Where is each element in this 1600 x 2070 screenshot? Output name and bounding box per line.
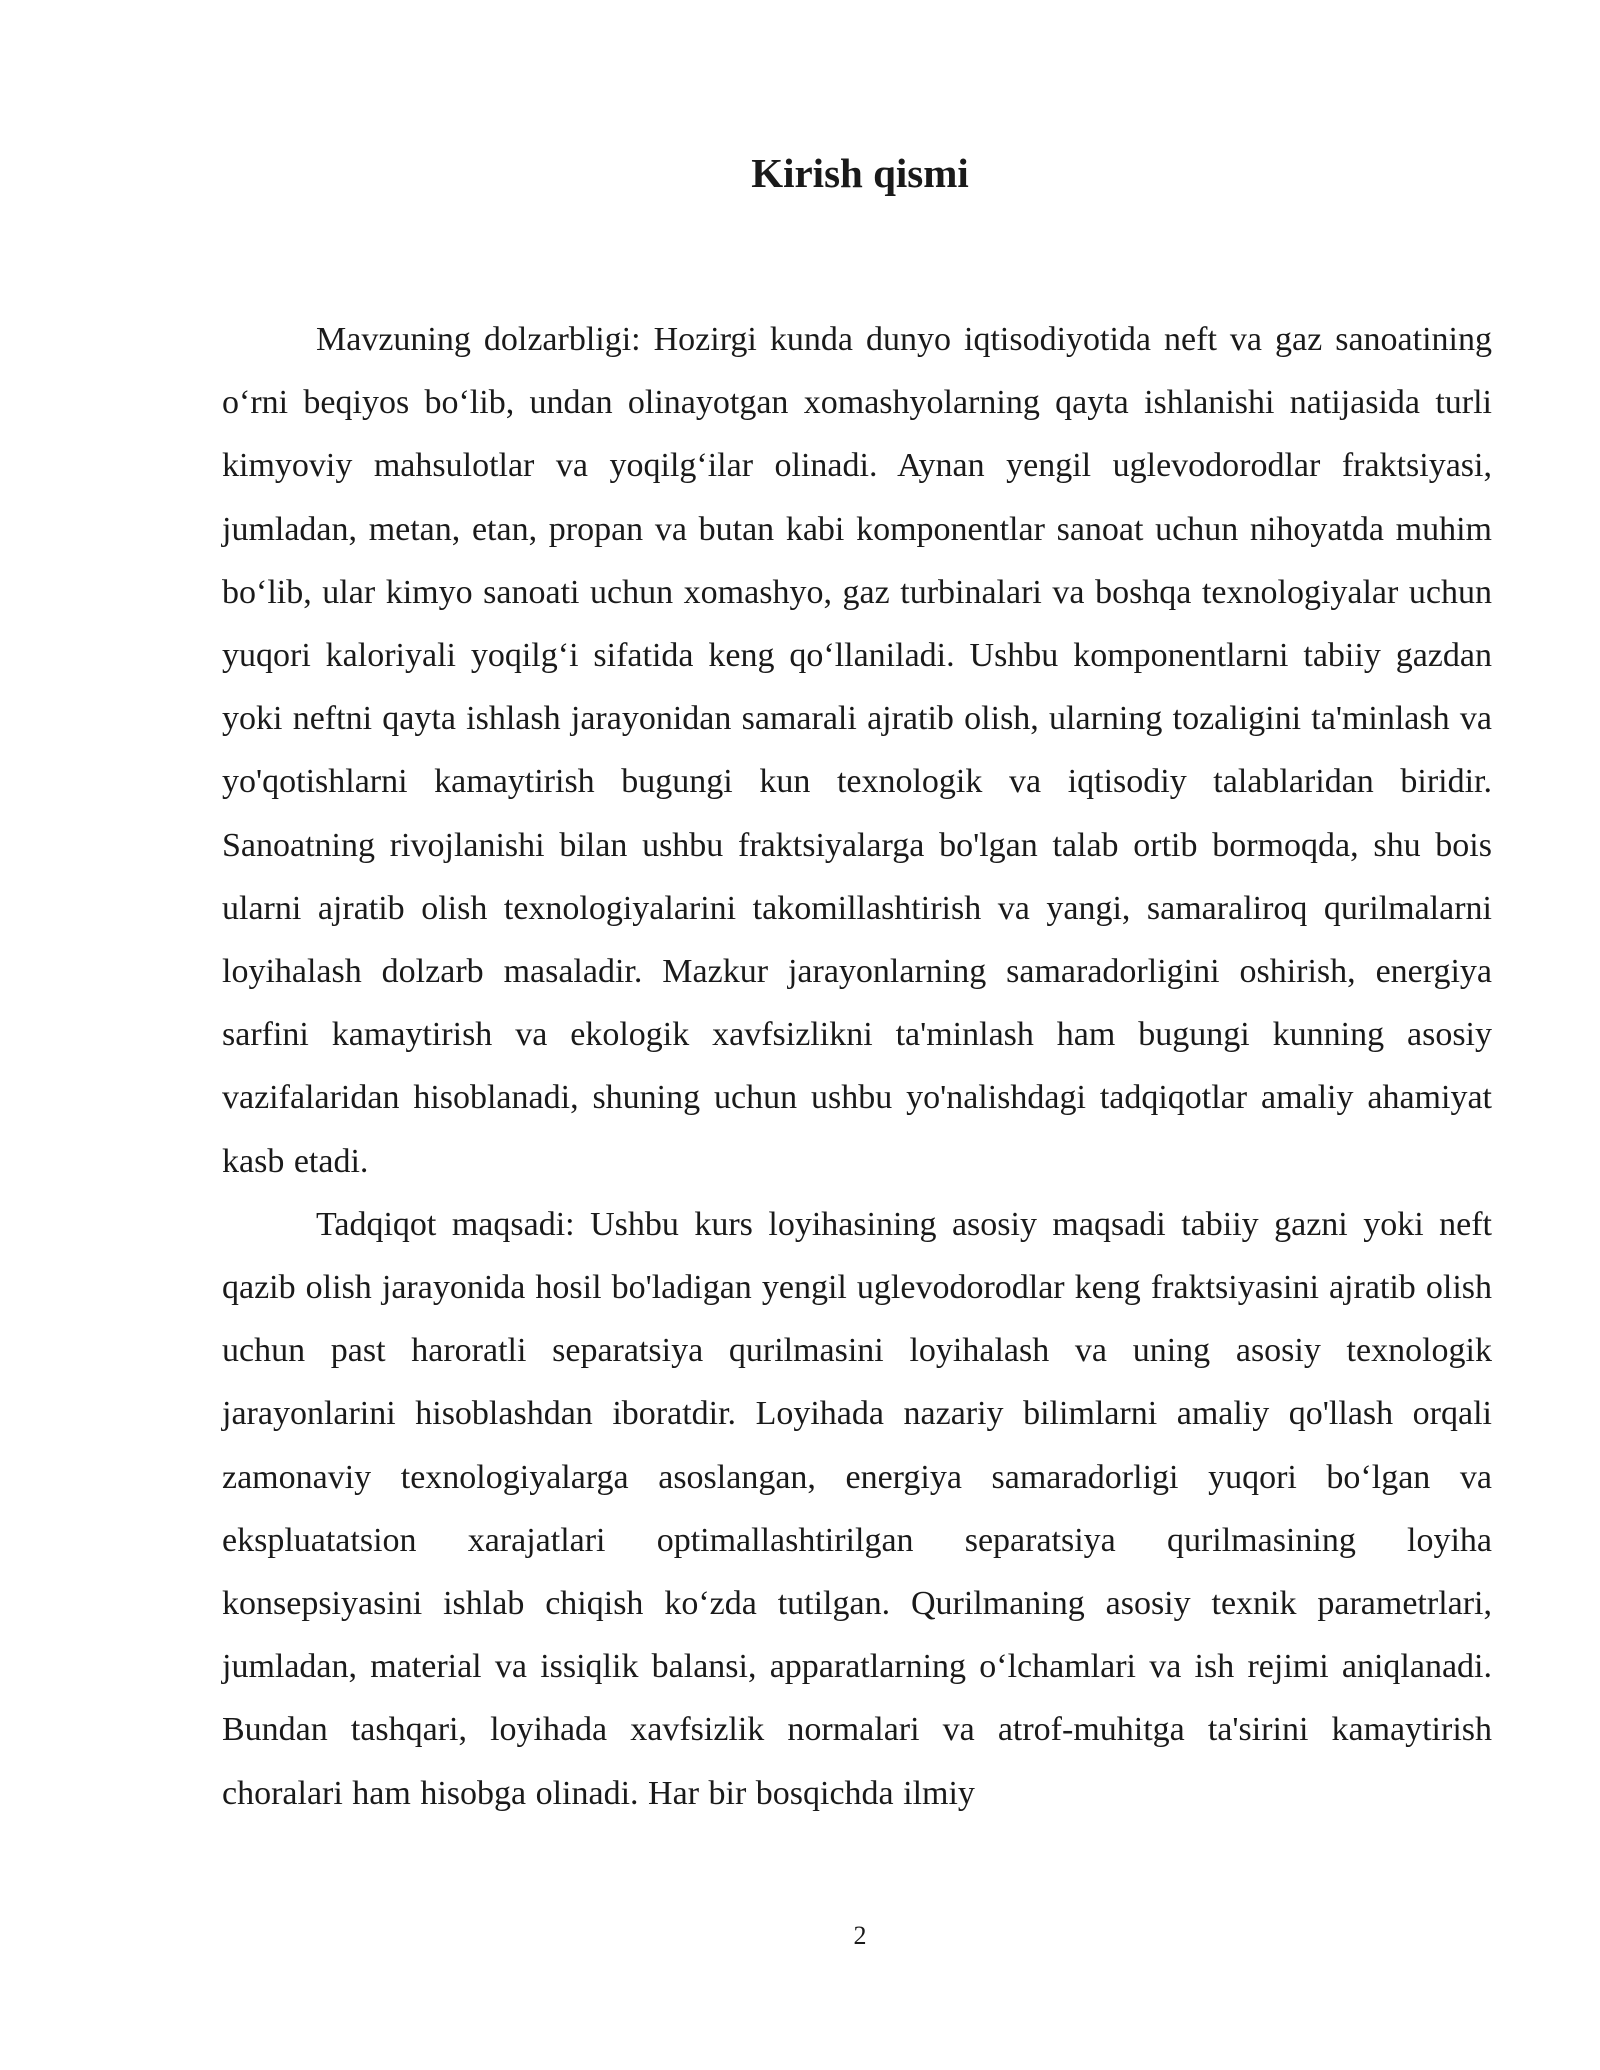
page-title: Kirish qismi bbox=[751, 150, 969, 196]
paragraph-relevance: Mavzuning dolzarbligi: Hozirgi kunda dunyo iqtisodiyotida neft va gaz sanoatining o‘rni beqiyos bo‘lib, undan olinayotgan xomashyolarning qayta ishlanishi natijasida turli kimyoviy mahsulotlar va yoqilg‘ilar olinadi. Aynan yengil uglevodorodlar fraktsiyasi, jumladan, metan, etan, propan va butan kabi komponentlar sanoat uchun nihoyatda muhim bo‘lib, ular kimyo sanoati uchun xomashyo, gaz turbinalari va boshqa texnologiyalar uchun yuqori kaloriyali yoqilg‘i sifatida keng qo‘llaniladi. Ushbu komponentlarni tabiiy gazdan yoki neftni qayta ishlash jarayonidan samarali ajratib olish, ularning tozaligini ta'minlash va yo'qotishlarni kamaytirish bugungi kun texnologik va iqtisodiy talablaridan biridir. Sanoatning rivojlanishi bilan ushbu fraktsiyalarga bo'lgan talab ortib bormoqda, shu bois ularni ajratib olish texnologiyalarini takomillashtirish va yangi, samaraliroq qurilmalarni loyihalash dolzarb masaladir. Mazkur jarayonlarning samaradorligini oshirish, energiya sarfini kamaytirish va ekologik xavfsizlikni ta'minlash ham bugungi kunning asosiy vazifalaridan hisoblanadi, shuning uchun ushbu yo'nalishdagi tadqiqotlar amaliy ahamiyat kasb etadi. bbox=[222, 321, 1492, 1180]
page-number: 2 bbox=[853, 1921, 867, 1950]
body-text bbox=[222, 308, 1492, 1825]
paragraph-research-goal: Tadqiqot maqsadi: Ushbu kurs loyihasining asosiy maqsadi tabiiy gazni yoki neft qazib olish jarayonida hosil bo'ladigan yengil uglevodorodlar keng fraktsiyasini ajratib olish uchun past haroratli separatsiya qurilmasini loyihalash va uning asosiy texnologik jarayonlarini hisoblashdan iboratdir. Loyihada nazariy bilimlarni amaliy qo'llash orqali zamonaviy texnologiyalarga asoslangan, energiya samaradorligi yuqori bo‘lgan va ekspluatatsion xarajatlari optimallashtirilgan separatsiya qurilmasining loyiha konsepsiyasini ishlab chiqish ko‘zda tutilgan. Qurilmaning asosiy texnik parametrlari, jumladan, material va issiqlik balansi, apparatlarning o‘lchamlari va ish rejimi aniqlanadi. Bundan tashqari, loyihada xavfsizlik normalari va atrof-muhitga ta'sirini kamaytirish choralari ham hisobga olinadi. Har bir bosqichda ilmiy bbox=[222, 1205, 1492, 1812]
